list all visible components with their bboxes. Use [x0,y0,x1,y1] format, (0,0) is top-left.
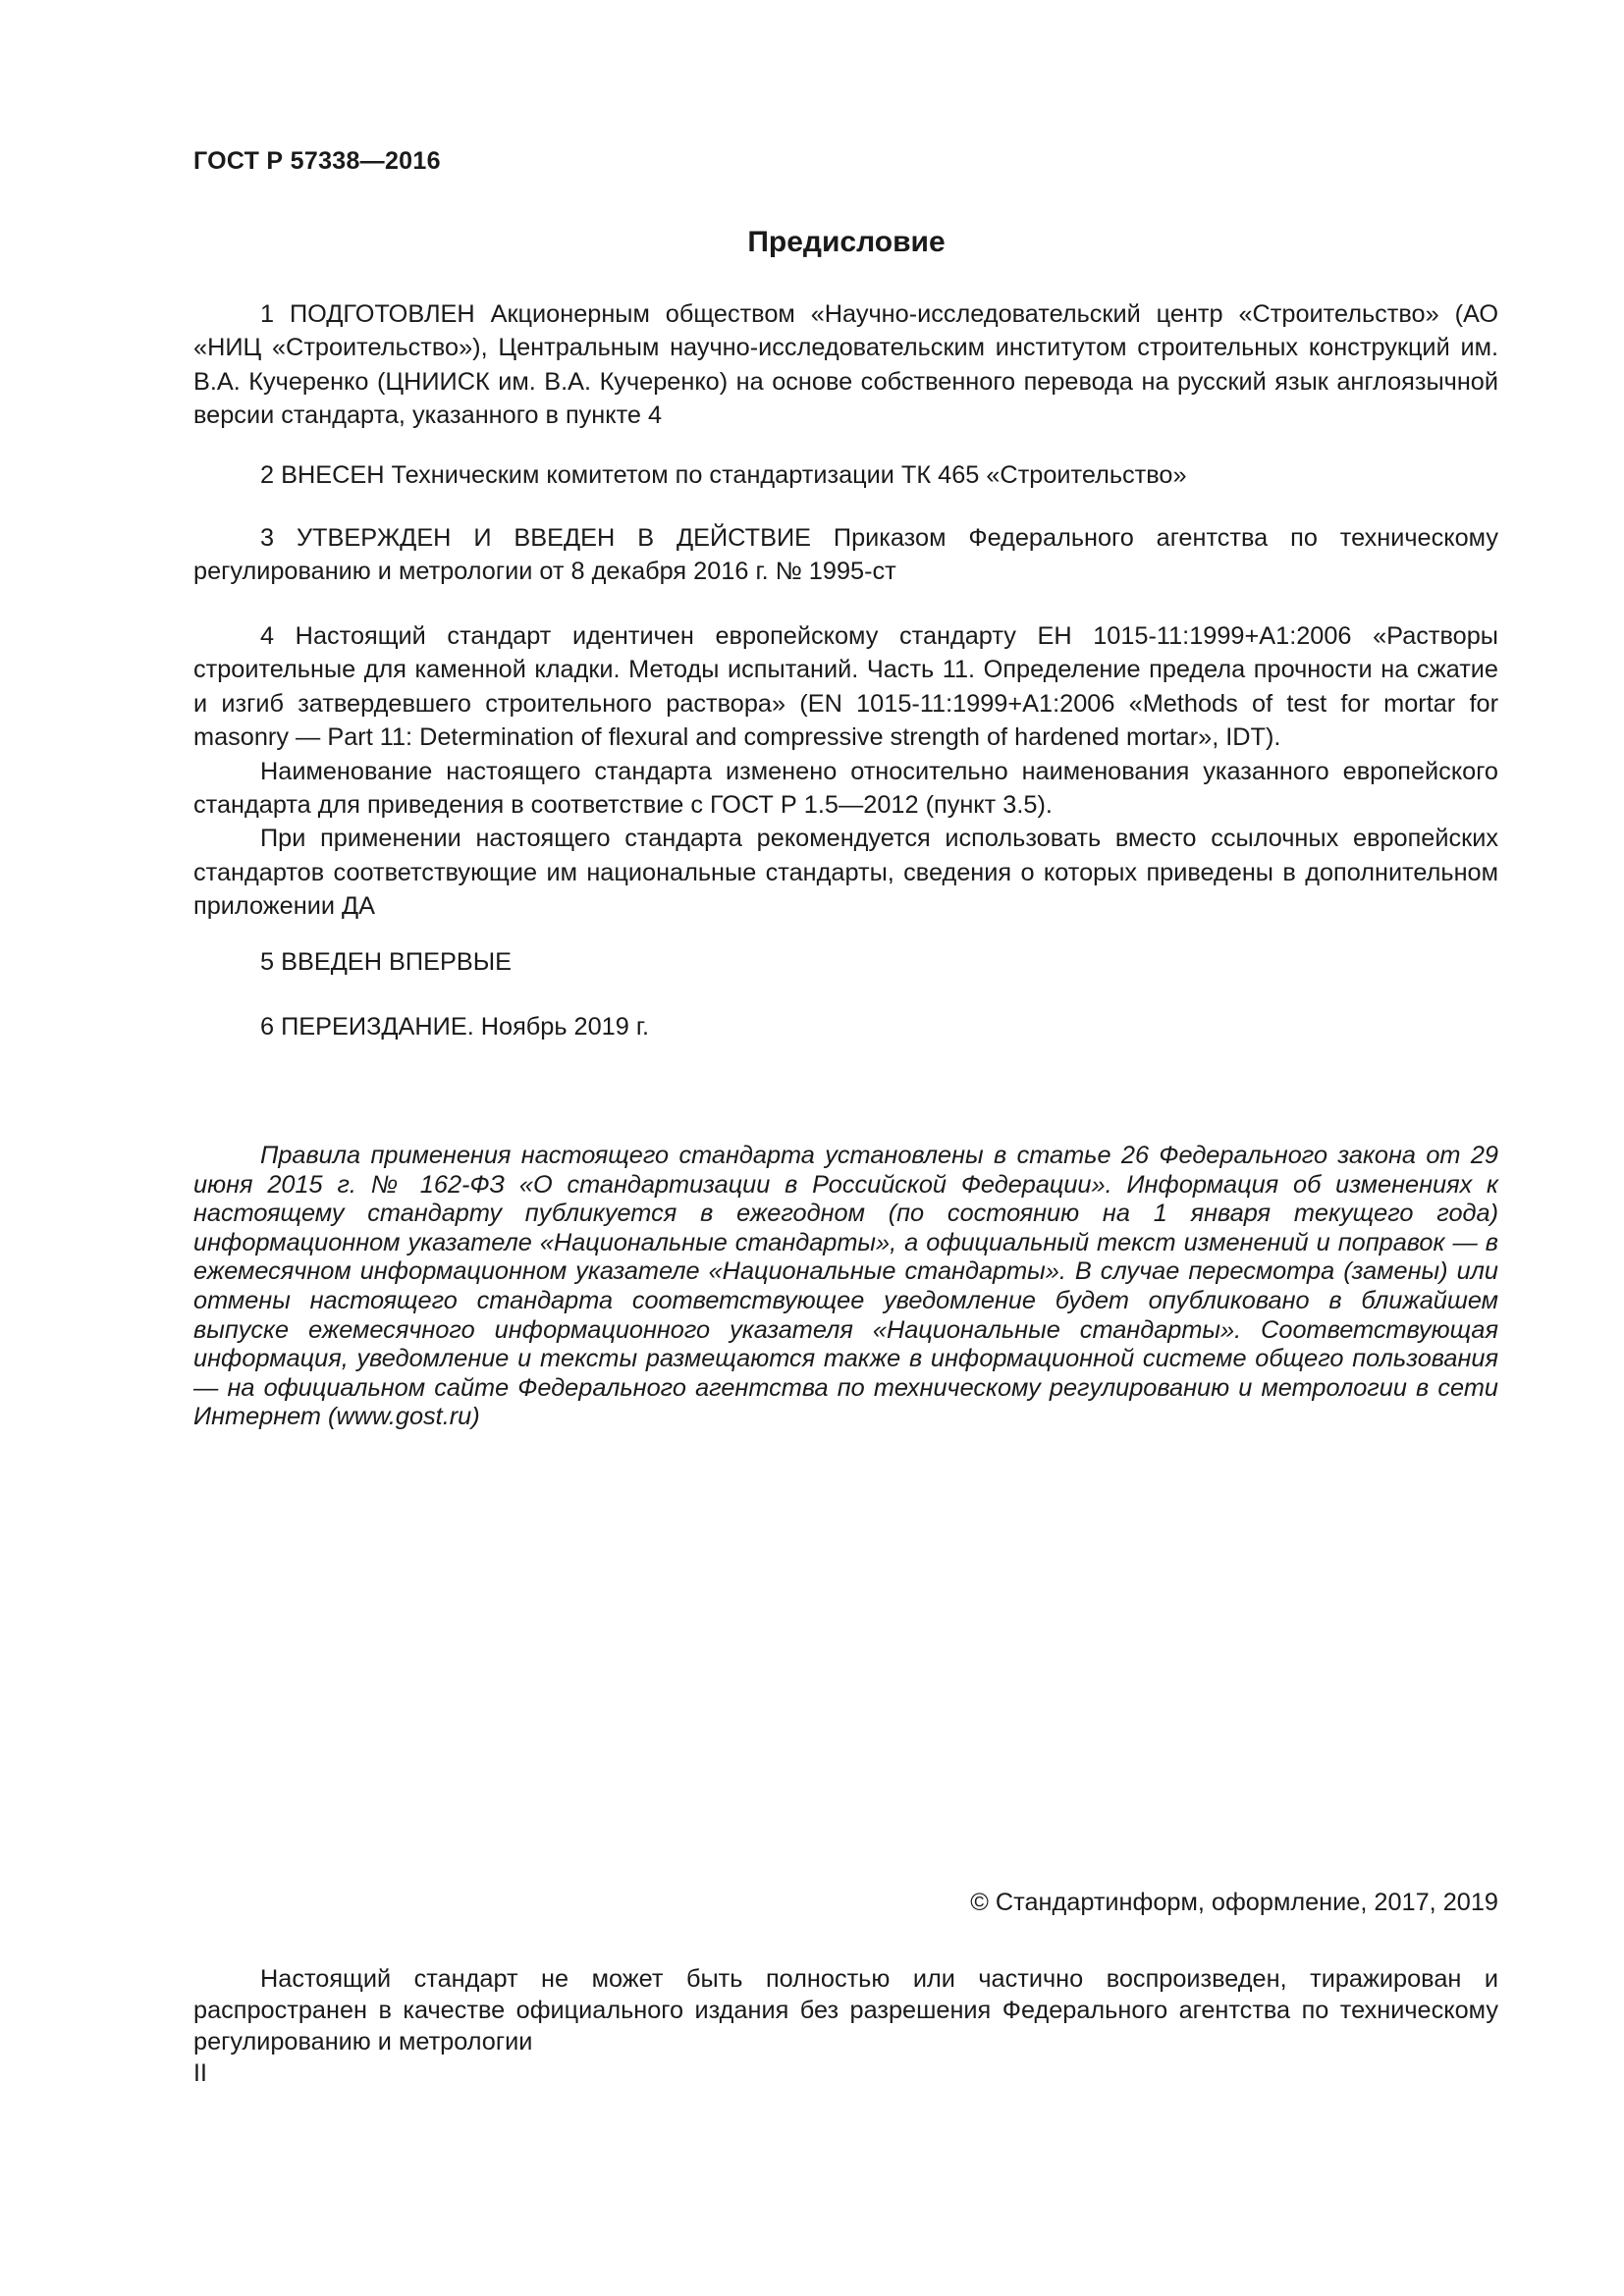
notice-text: Правила применения настоящего стандарта установлены в статье 26 Федерального закона от 29 июня 2015 г. № 162-ФЗ «О стандартизации в Российской Федерации». Информация об изменениях к настоящему стандарту публикуется в ежегодном (по состоянию на 1 января текущего года) информационном указателе «Национальные стандарты», а официальный текст изменений и поправок — в ежемесячном информационном указателе «Национальные стандарты». В случае пересмотра (замены) или отмены настоящего стандарта соответствующее уведомление будет опубликовано в ближайшем выпуске ежемесячного информационного указателя «Национальные стандарты». Соответствующая информация, уведомление и тексты размещаются также в информационной системе общего пользования — на официальном сайте Федерального агентства по техническому регулированию и метрологии в сети Интернет (www.gost.ru) [193,1142,1498,1431]
preface-item-4-paragraph-2: Наименование настоящего стандарта изменено относительно наименования указанного европейского стандарта для приведения в соответствие с ГОСТ Р 1.5—2012 (пункт 3.5). [193,757,1498,820]
preface-item-4 [193,619,1498,924]
preface-item-4-paragraph-1: 4 Настоящий стандарт идентичен европейскому стандарту ЕН 1015-11:1999+А1:2006 «Растворы строительные для каменной кладки. Методы испытаний. Часть 11. Определение предела прочности на сжатие и изгиб затвердевшего строительного раствора» (EN 1015-11:1999+A1:2006 «Methods of test for mortar for masonry — Part 11: Determination of flexural and compressive strength of hardened mortar», IDT). [193,622,1498,752]
application-rules-notice [193,1142,1498,1432]
preface-item-2-text: 2 ВНЕСЕН Техническим комитетом по стандартизации ТК 465 «Строительство» [260,461,1187,489]
preface-item-6 [193,1010,1498,1043]
preface-item-2 [193,458,1498,492]
preface-item-3-text: 3 УТВЕРЖДЕН И ВВЕДЕН В ДЕЙСТВИЕ Приказом Федерального агентства по техническому регулированию и метрологии от 8 декабря 2016 г. № 1995-ст [193,524,1498,586]
preface-item-5 [193,945,1498,979]
preface-item-1-text: 1 ПОДГОТОВЛЕН Акционерным обществом «Научно-исследовательский центр «Строительство» (АО «НИЦ «Строительство»), Центральным научно-исследовательским институтом строительных конструкций им. В.А. Кучеренко (ЦНИИСК им. В.А. Кучеренко) на основе собственного перевода на русский язык англоязычной версии стандарта, указанного в пункте 4 [193,300,1498,430]
copyright-notice: © Стандартинформ, оформление, 2017, 2019 [970,1889,1498,1916]
preface-item-6-text: 6 ПЕРЕИЗДАНИЕ. Ноябрь 2019 г. [260,1013,650,1041]
preface-title: Предисловие [747,226,946,258]
page-number: II [193,2059,207,2087]
preface-item-5-text: 5 ВВЕДЕН ВПЕРВЫЕ [260,948,512,976]
preface-item-3 [193,521,1498,589]
document-code: ГОСТ Р 57338—2016 [193,147,441,175]
preface-item-1 [193,297,1498,433]
preface-item-4-paragraph-3: При применении настоящего стандарта рекомендуется использовать вместо ссылочных европейских стандартов соответствующие им национальные стандарты, сведения о которых приведены в дополнительном приложении ДА [193,825,1498,921]
reproduction-notice [193,1963,1498,2057]
reproduction-text: Настоящий стандарт не может быть полностью или частично воспроизведен, тиражирован и распространен в качестве официального издания без разрешения Федерального агентства по техническому регулированию и метрологии [193,1965,1498,2056]
